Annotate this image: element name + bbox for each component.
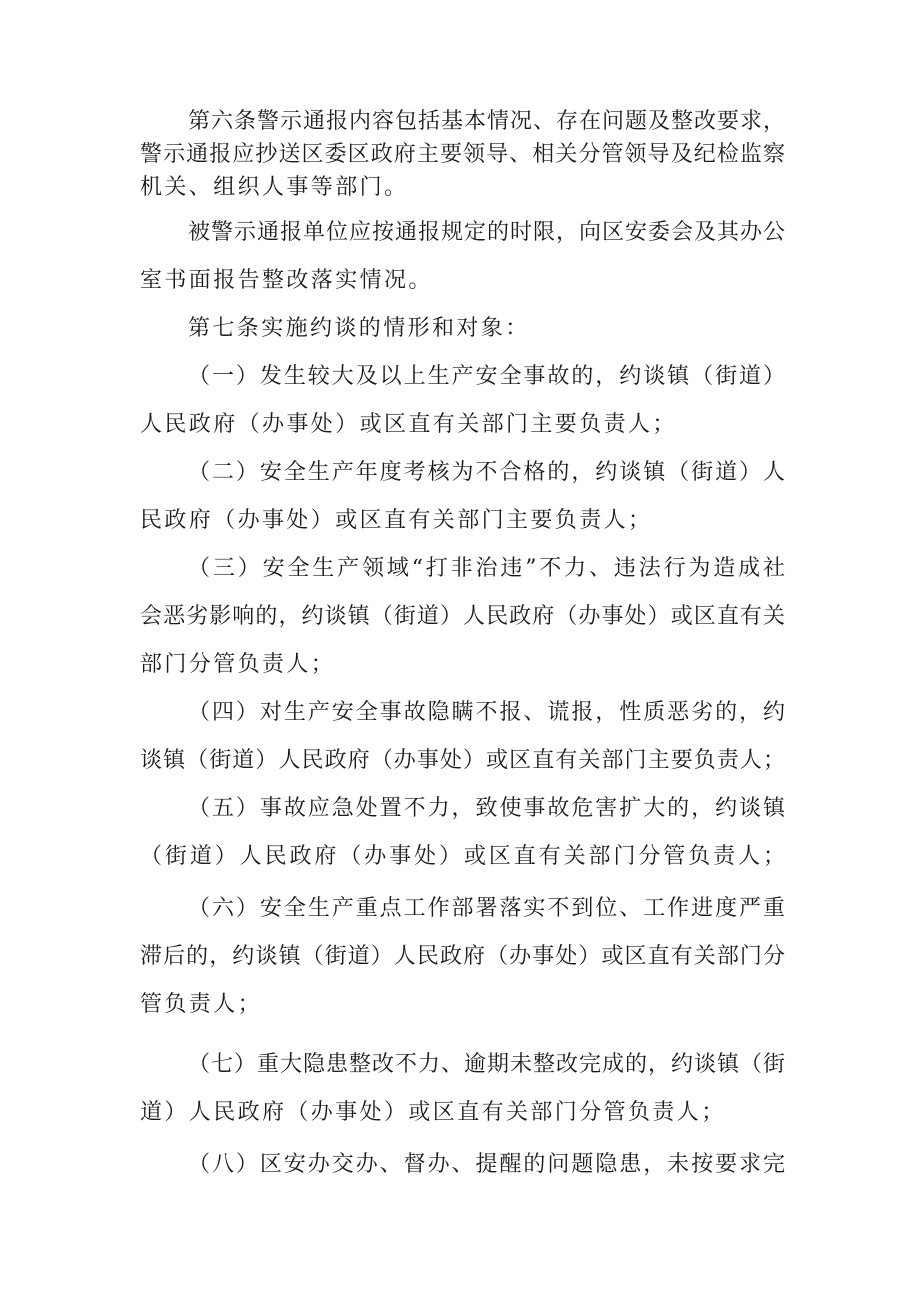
item-3-line-3: 部门分管负责人； (140, 652, 336, 677)
item-3-line-1: （三）安全生产领域“打非治违”不力、违法行为造成社 (188, 556, 785, 581)
item-6-line-3: 管负责人； (140, 992, 263, 1017)
item-1-line-2: 人民政府（办事处）或区直有关部门主要负责人； (140, 412, 677, 437)
item-1-line-1: （一）发生较大及以上生产安全事故的，约谈镇（街道） (188, 364, 785, 389)
paragraph-notice-line-2: 室书面报告整改落实情况。 (140, 268, 433, 293)
item-3-line-2: 会恶劣影响的，约谈镇（街道）人民政府（办事处）或区直有关 (140, 604, 785, 629)
article-6-line-1: 第六条警示通报内容包括基本情况、存在问题及整改要求， (188, 109, 785, 134)
item-6-line-1: （六）安全生产重点工作部署落实不到位、工作进度严重 (188, 896, 785, 921)
item-7-line-1: （七）重大隐患整改不力、逾期未整改完成的，约谈镇（街 (188, 1052, 785, 1077)
item-5-line-1: （五）事故应急处置不力，致使事故危害扩大的，约谈镇 (188, 796, 785, 821)
item-7-line-2: 道）人民政府（办事处）或区直有关部门分管负责人； (140, 1100, 726, 1125)
item-4-line-1: （四）对生产安全事故隐瞒不报、谎报，性质恶劣的，约 (188, 700, 785, 725)
article-7-heading: 第七条实施约谈的情形和对象： (188, 316, 530, 341)
item-6-line-2: 滞后的，约谈镇（街道）人民政府（办事处）或区直有关部门分 (140, 944, 785, 969)
article-6-line-3: 机关、组织人事等部门。 (140, 175, 409, 200)
item-2-line-2: 民政府（办事处）或区直有关部门主要负责人； (140, 508, 653, 533)
item-4-line-2: 谈镇（街道）人民政府（办事处）或区直有关部门主要负责人； (140, 748, 785, 773)
item-8-line-1: （八）区安办交办、督办、提醒的问题隐患，未按要求完 (188, 1152, 785, 1177)
item-2-line-1: （二）安全生产年度考核为不合格的，约谈镇（街道）人 (188, 460, 785, 485)
paragraph-notice-line-1: 被警示通报单位应按通报规定的时限，向区安委会及其办公 (188, 220, 785, 245)
item-5-line-2: （街道）人民政府（办事处）或区直有关部门分管负责人； (140, 844, 785, 869)
article-6-line-2: 警示通报应抄送区委区政府主要领导、相关分管领导及纪检监察 (140, 142, 785, 167)
